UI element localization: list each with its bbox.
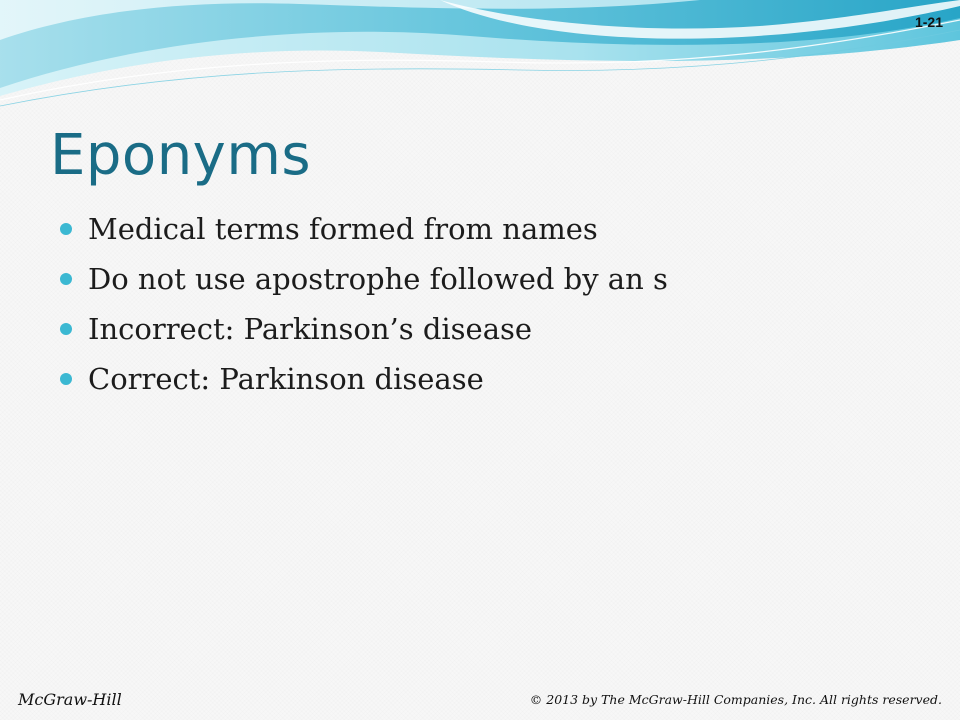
bullet-text: Incorrect: Parkinson’s disease bbox=[88, 312, 533, 346]
bullet-dot-icon bbox=[60, 273, 72, 285]
bullet-item bbox=[60, 306, 668, 356]
header-wave-decoration bbox=[0, 0, 960, 120]
bullet-text: Medical terms formed from names bbox=[88, 212, 598, 246]
slide-number: 1-21 bbox=[914, 14, 943, 30]
footer-publisher: McGraw-Hill bbox=[18, 690, 122, 709]
bullet-text: Correct: Parkinson disease bbox=[88, 362, 484, 396]
bullet-item bbox=[60, 206, 668, 256]
bullet-item bbox=[60, 256, 668, 306]
slide-title: Eponyms bbox=[50, 123, 312, 188]
bullet-text: Do not use apostrophe followed by an s bbox=[88, 262, 668, 296]
bullet-list bbox=[60, 206, 668, 406]
bullet-dot-icon bbox=[60, 323, 72, 335]
bullet-dot-icon bbox=[60, 373, 72, 385]
bullet-item bbox=[60, 356, 668, 406]
footer-copyright: © 2013 by The McGraw-Hill Companies, Inc. All rights reserved. bbox=[529, 692, 942, 707]
bullet-dot-icon bbox=[60, 223, 72, 235]
